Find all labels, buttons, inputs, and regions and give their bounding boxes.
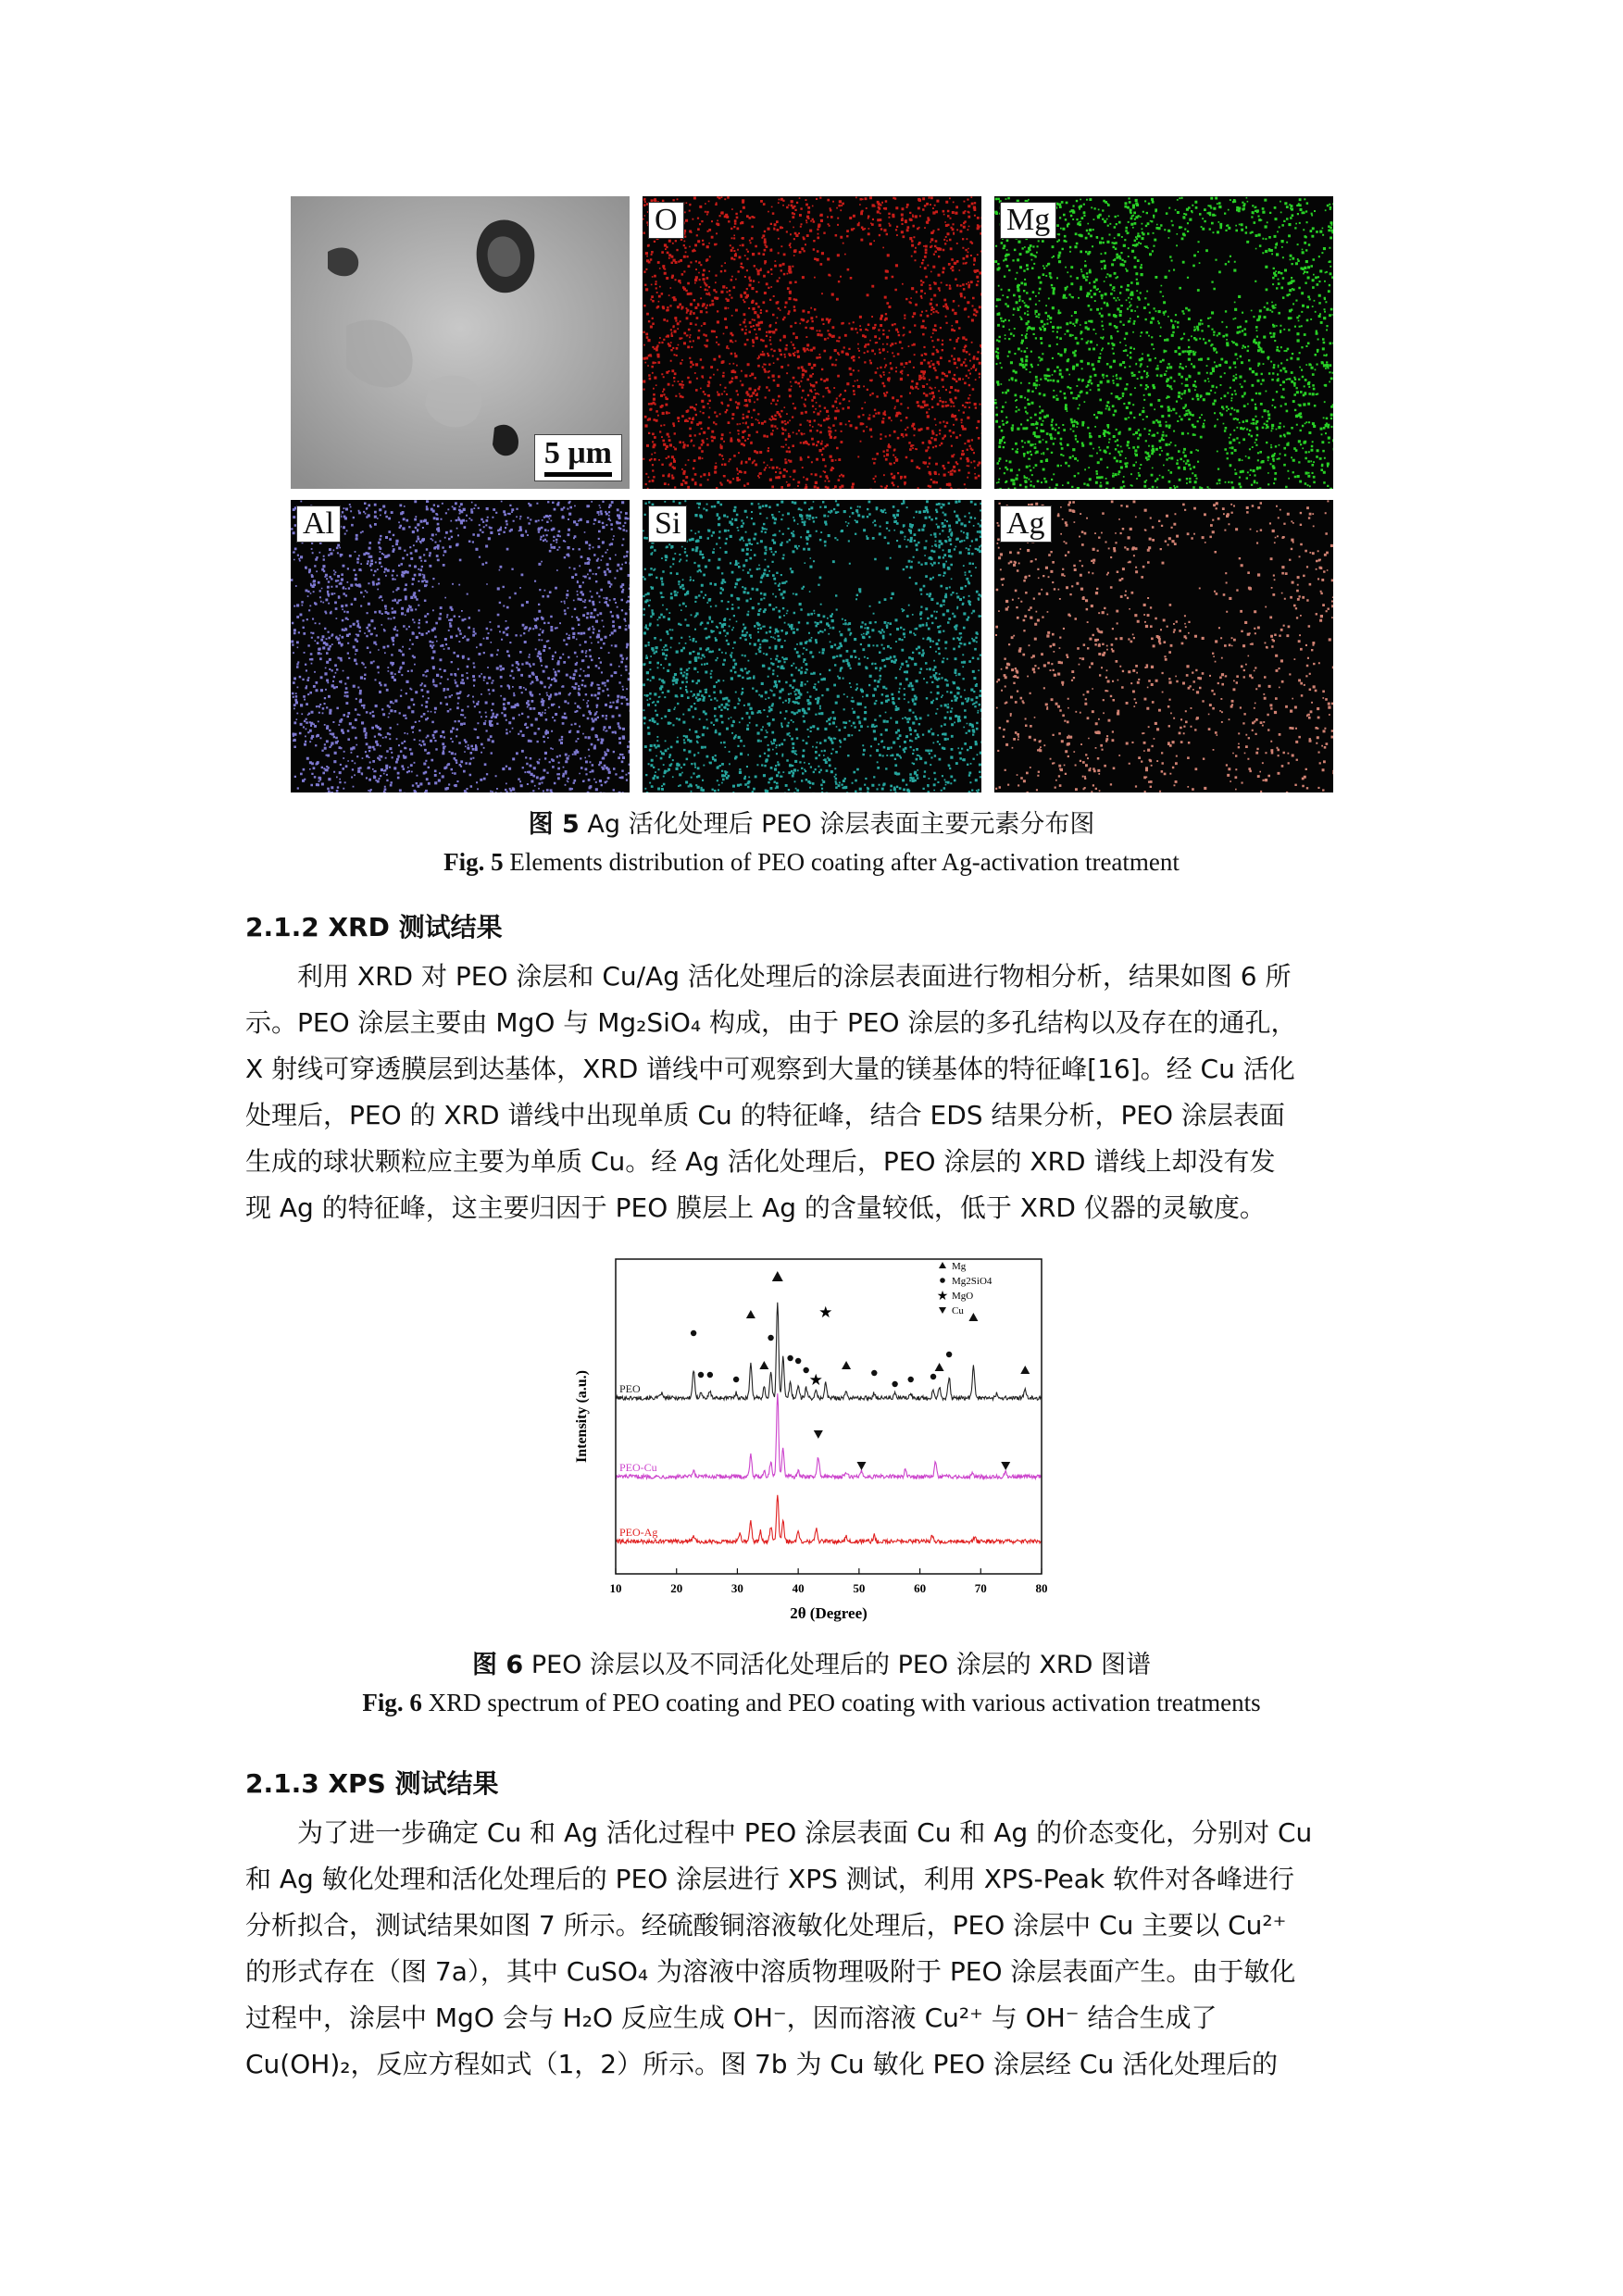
mg-marker [746,1310,755,1318]
paragraph-line: 处理后，PEO 的 XRD 谱线中出现单质 Cu 的特征峰，结合 EDS 结果分析，PEO 涂层表面 [245,1100,1285,1130]
mg-marker [1020,1366,1030,1374]
eds-map-ag [994,500,1333,792]
eds-map-graphic [291,500,630,792]
paragraph-line: 利用 XRD 对 PEO 涂层和 Cu/Ag 活化处理后的涂层表面进行物相分析，结果如图 6 所 [297,961,1292,992]
figure-5-caption-en [0,848,1623,877]
series-label: PEO [619,1382,641,1395]
legend-label: MgO [952,1291,974,1302]
paragraph-line: Cu(OH)₂，反应方程如式（1，2）所示。图 7b 为 Cu 敏化 PEO 涂层经 Cu 活化处理后的 [245,2049,1279,2079]
x-tick-label: 40 [792,1581,805,1595]
figure-5-number-cn: 图 5 [528,810,580,839]
mg2sio4-marker [698,1372,704,1378]
legend-symbol-mg2sio4 [940,1278,945,1283]
legend-label: Mg2SiO4 [952,1276,993,1287]
mg2sio4-marker [892,1381,897,1387]
x-tick-label: 60 [914,1581,927,1595]
mg2sio4-marker [733,1377,739,1382]
eds-map-graphic [643,196,981,489]
figure-5-caption-cn [0,804,1623,840]
paragraph-line: 示。PEO 涂层主要由 MgO 与 Mg₂SiO₄ 构成，由于 PEO 涂层的多孔结构以及存在的通孔， [245,1007,1297,1038]
x-tick-label: 70 [974,1581,987,1595]
series-label: PEO-Cu [619,1461,657,1474]
cu-marker [1001,1462,1010,1470]
eds-map-mg [994,196,1333,489]
legend-symbol-mgo: ★ [936,1290,949,1304]
mg2sio4-marker [946,1352,952,1357]
figure-5-caption-en-text: Elements distribution of PEO coating after Ag-activation treatment [509,848,1180,876]
y-axis-label: Intensity (a.u.) [574,1369,590,1464]
mg2sio4-marker [795,1358,801,1364]
scale-bar-line [544,472,612,477]
mg2sio4-marker [768,1335,773,1341]
legend-label: Mg [952,1261,967,1272]
eds-map-graphic [643,500,981,792]
map-label-o: O [648,202,684,239]
paragraph-line: 现 Ag 的特征峰，这主要归因于 PEO 膜层上 Ag 的含量较低，低于 XRD 仪器的灵敏度。 [245,1192,1266,1223]
paragraph-line: 分析拟合，测试结果如图 7 所示。经硫酸铜溶液敏化处理后，PEO 涂层中 Cu 主要以 Cu²⁺ [245,1910,1287,1940]
figure-6-caption-cn-text: PEO 涂层以及不同活化处理后的 PEO 涂层的 XRD 图谱 [531,1651,1151,1679]
figure-6-number-cn: 图 6 [472,1651,524,1679]
mg-marker [759,1361,768,1369]
xrd-chart-svg [556,1245,1074,1634]
x-tick-label: 80 [1035,1581,1048,1595]
eds-map-graphic [994,500,1333,792]
figure-5-caption-cn-text: Ag 活化处理后 PEO 涂层表面主要元素分布图 [587,810,1095,839]
xrd-chart [556,1245,1074,1634]
x-tick-label: 50 [853,1581,866,1595]
figure-6-number-en: Fig. 6 [362,1689,422,1716]
x-tick-label: 30 [730,1581,743,1595]
mg2sio4-marker [691,1330,696,1336]
legend-label: Cu [952,1305,964,1316]
x-axis-label: 2θ (Degree) [790,1604,868,1622]
section-heading-xrd: 2.1.2 XRD 测试结果 [245,912,503,942]
series-line-peo-cu [616,1393,1042,1479]
cu-marker [814,1430,823,1439]
paragraph-line: X 射线可穿透膜层到达基体，XRD 谱线中可观察到大量的镁基体的特征峰[16]。经 Cu 活化 [245,1054,1295,1084]
eds-map-si [643,500,981,792]
map-label-al: Al [296,505,341,543]
mg2sio4-marker [871,1370,877,1376]
mg-marker [935,1363,944,1371]
map-label-si: Si [648,505,687,543]
mg2sio4-marker [787,1355,793,1361]
figure-5-number-en: Fig. 5 [443,848,504,876]
paragraph-line: 为了进一步确定 Cu 和 Ag 活化过程中 PEO 涂层表面 Cu 和 Ag 的价态变化，分别对 Cu [297,1817,1313,1848]
sem-image [291,196,630,489]
paragraph-line: 和 Ag 敏化处理和活化处理后的 PEO 涂层进行 XPS 测试，利用 XPS-Peak 软件对各峰进行 [245,1864,1295,1894]
legend-symbol-cu [939,1307,946,1314]
figure-6-caption-cn [0,1644,1623,1680]
eds-map-o [643,196,981,489]
paragraph-line: 的形式存在（图 7a），其中 CuSO₄ 为溶液中溶质物理吸附于 PEO 涂层表面产生。由于敏化 [245,1956,1296,1987]
paragraph-xrd [245,954,1377,1231]
mgo-marker: ★ [818,1304,833,1321]
scale-bar-label: 5 μm [543,436,612,470]
mg-marker [772,1271,783,1281]
cu-marker [856,1462,866,1470]
mg2sio4-marker [707,1372,713,1378]
paragraph-xps [245,1810,1377,2088]
series-line-peo-ag [616,1495,1042,1543]
paragraph-line: 生成的球状颗粒应主要为单质 Cu。经 Ag 活化处理后，PEO 涂层的 XRD 谱线上却没有发 [245,1146,1276,1177]
map-label-ag: Ag [1000,505,1052,543]
x-tick-label: 10 [609,1581,622,1595]
x-tick-label: 20 [670,1581,683,1595]
section-heading-xps: 2.1.3 XPS 测试结果 [245,1768,499,1799]
mg2sio4-marker [908,1377,914,1382]
mgo-marker: ★ [808,1371,823,1389]
eds-map-al [291,500,630,792]
map-label-mg: Mg [1000,202,1056,239]
mg-marker [842,1361,851,1369]
series-label: PEO-Ag [619,1526,658,1539]
figure-6-caption-en-text: XRD spectrum of PEO coating and PEO coating with various activation treatments [428,1689,1261,1716]
paragraph-line: 过程中，涂层中 MgO 会与 H₂O 反应生成 OH⁻，因而溶液 Cu²⁺ 与 OH⁻ 结合生成了 [245,2003,1217,2033]
eds-map-graphic [994,196,1333,489]
mg2sio4-marker [930,1374,936,1379]
figure-6-caption-en [0,1689,1623,1717]
mg-marker [968,1313,978,1321]
scale-bar [534,434,622,481]
legend-symbol-mg [939,1262,946,1268]
